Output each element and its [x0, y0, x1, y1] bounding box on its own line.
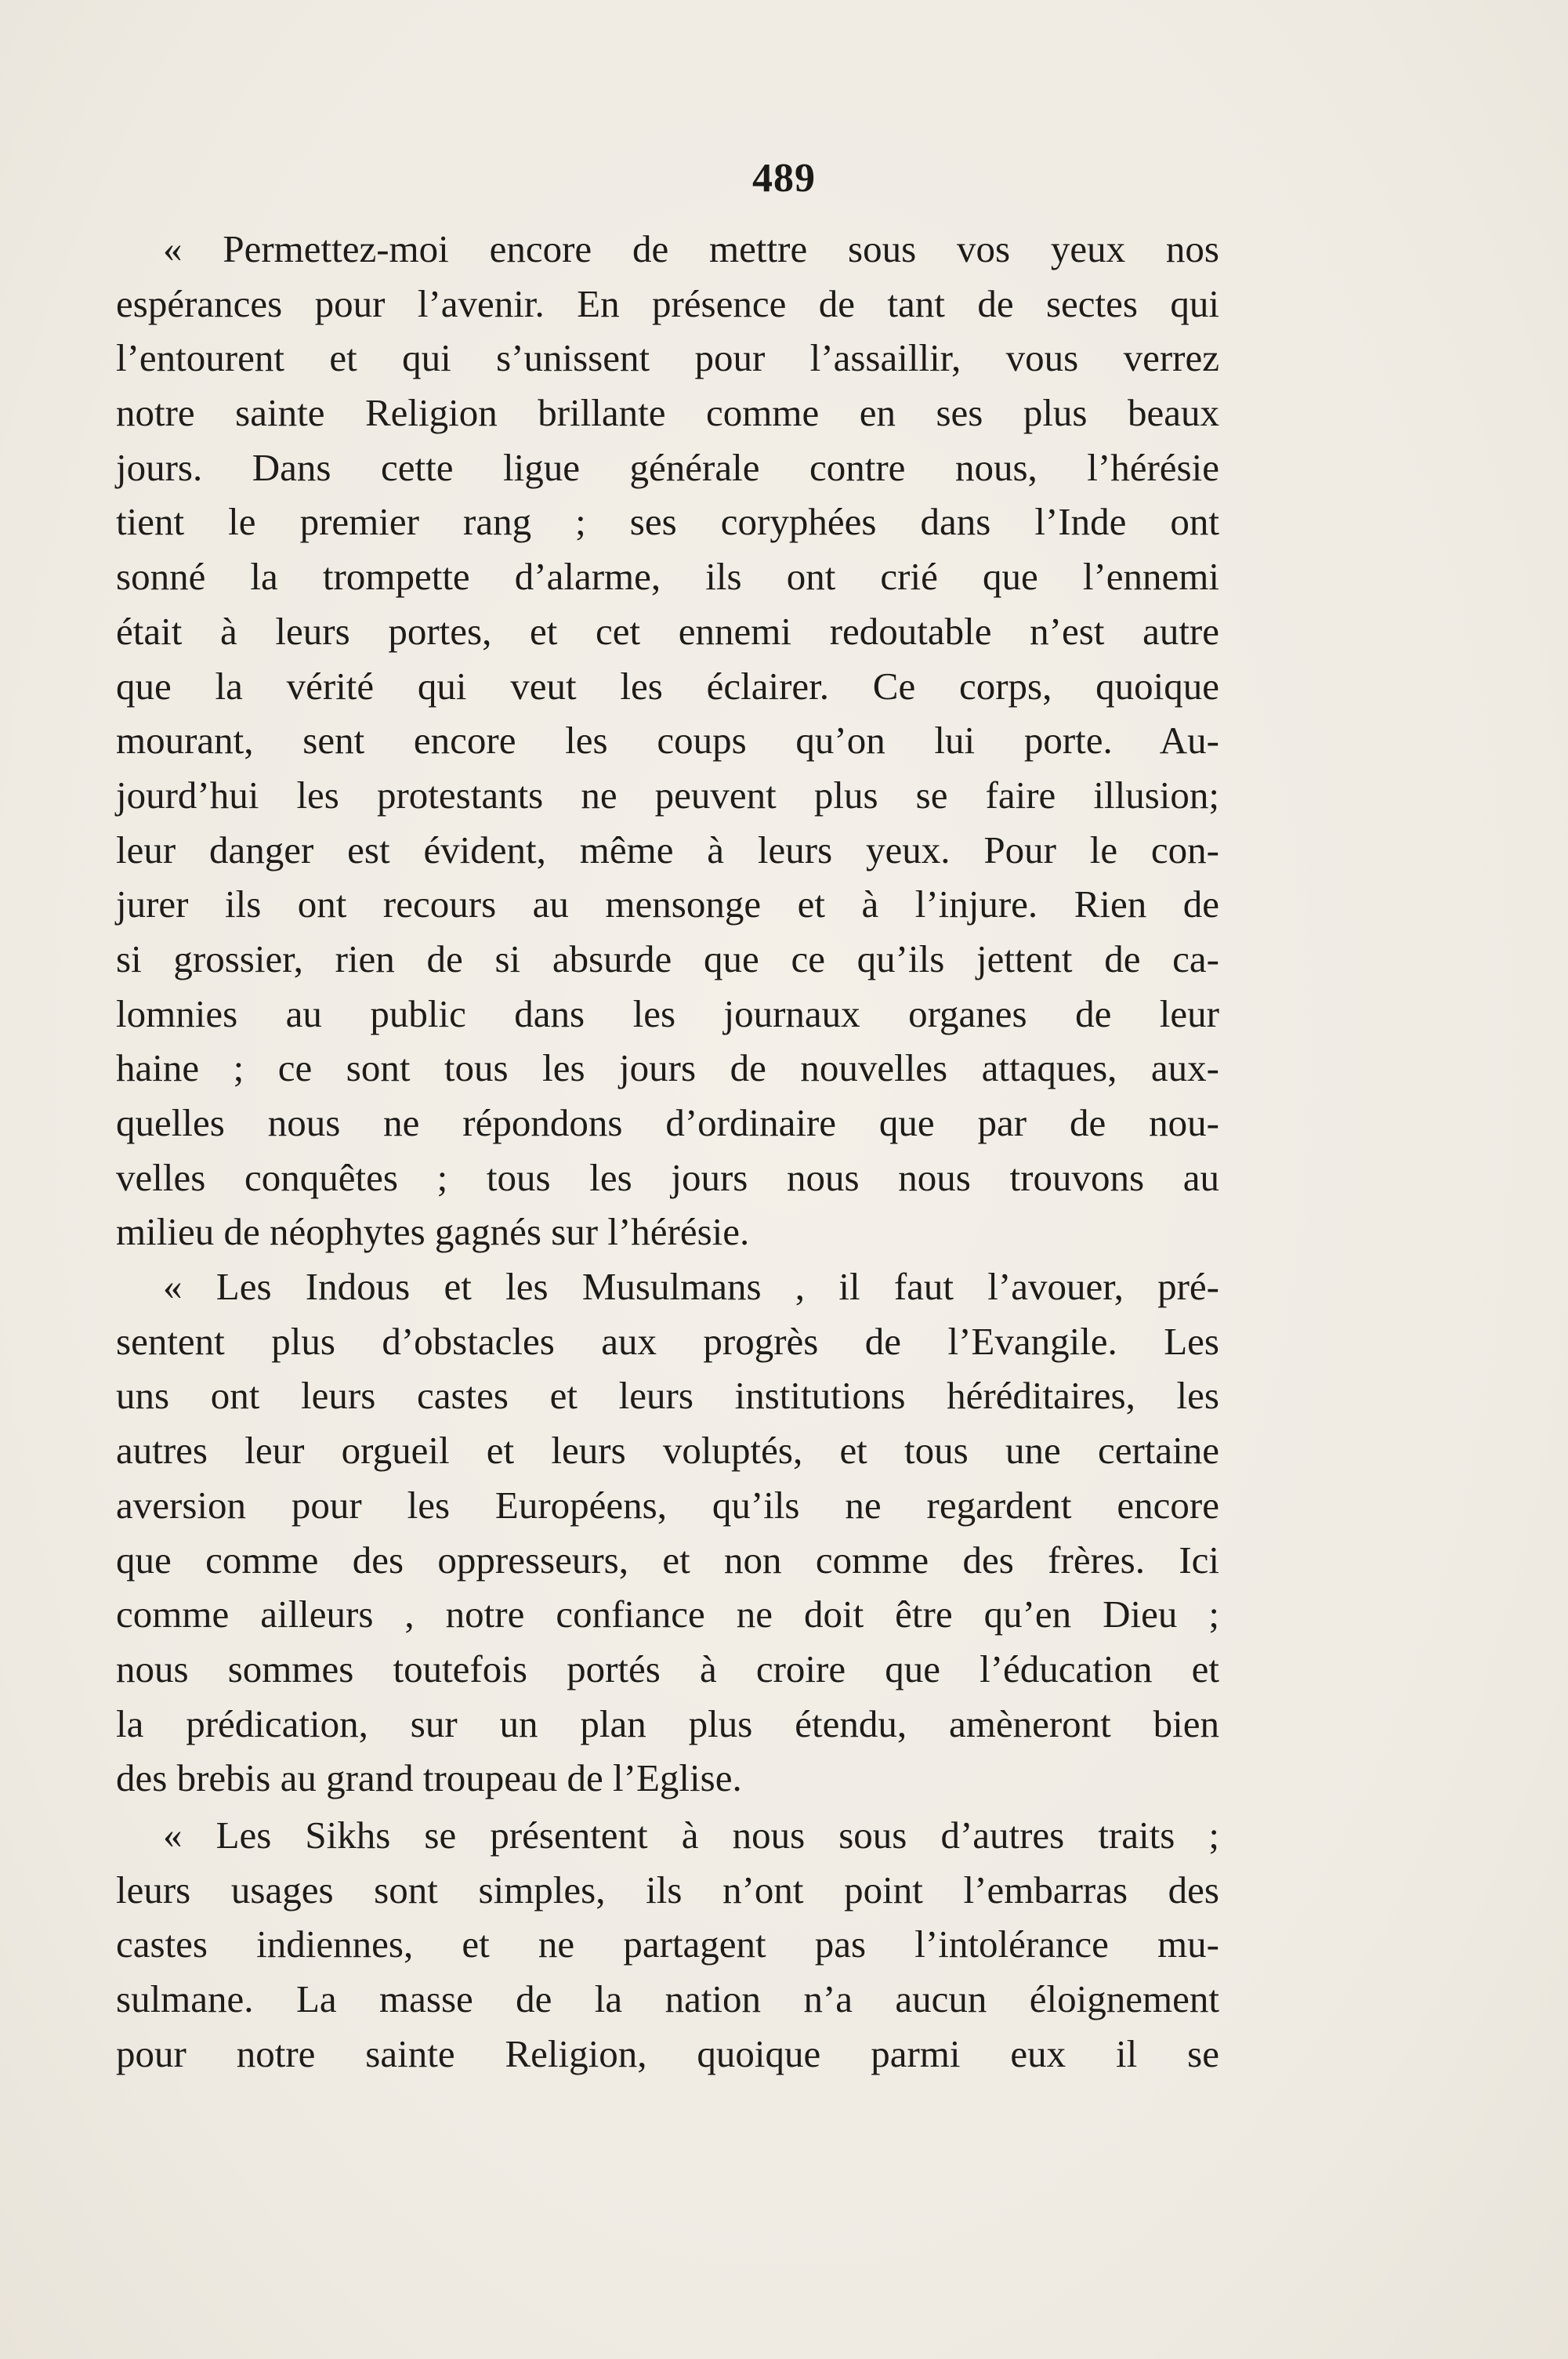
page-number: 489: [752, 156, 816, 201]
body-text: [116, 222, 1219, 2081]
paragraph-3: [116, 1808, 1219, 2081]
text-line: mourant, sent encore les coups qu’on lui porte. Au-: [116, 719, 1219, 763]
text-line: comme ailleurs , notre confiance ne doit être qu’en Dieu ;: [116, 1593, 1219, 1636]
text-line: jourd’hui les protestants ne peuvent plus se faire illusion;: [116, 773, 1219, 817]
text-line: leurs usages sont simples, ils n’ont point l’embarras des: [116, 1868, 1219, 1911]
text-line: la prédication, sur un plan plus étendu, amèneront bien: [116, 1701, 1219, 1745]
text-line: notre sainte Religion brillante comme en ses plus beaux: [116, 391, 1219, 435]
text-line: jours. Dans cette ligue générale contre nous, l’hérésie: [116, 445, 1219, 489]
text-line: sentent plus d’obstacles aux progrès de l’Evangile. Les: [116, 1319, 1219, 1363]
text-line: espérances pour l’avenir. En présence de tant de sectes qui: [116, 281, 1219, 325]
text-line: que la vérité qui veut les éclairer. Ce corps, quoique: [116, 664, 1219, 708]
text-line: castes indiennes, et ne partagent pas l’intolérance mu-: [116, 1922, 1219, 1966]
text-line: autres leur orgueil et leurs voluptés, et tous une certaine: [116, 1429, 1219, 1473]
paragraph-1: [116, 222, 1219, 1259]
text-line: uns ont leurs castes et leurs institutions héréditaires, les: [116, 1374, 1219, 1418]
text-line: jurer ils ont recours au mensonge et à l’injure. Rien de: [116, 882, 1219, 926]
paragraph-2: [116, 1259, 1219, 1806]
text-line: était à leurs portes, et cet ennemi redoutable n’est autre: [116, 609, 1219, 653]
text-line: leur danger est évident, même à leurs yeux. Pour le con-: [116, 828, 1219, 871]
text-line: milieu de néophytes gagnés sur l’hérésie.: [116, 1210, 750, 1254]
text-line: « Les Indous et les Musulmans , il faut l’avouer, pré-: [163, 1265, 1219, 1309]
text-line: que comme des oppresseurs, et non comme des frères. Ici: [116, 1538, 1219, 1582]
text-line: l’entourent et qui s’unissent pour l’assaillir, vous verrez: [116, 336, 1219, 380]
text-line: sonné la trompette d’alarme, ils ont crié que l’ennemi: [116, 555, 1219, 599]
text-line: lomnies au public dans les journaux organes de leur: [116, 991, 1219, 1035]
text-line: si grossier, rien de si absurde que ce qu’ils jettent de ca-: [116, 937, 1219, 980]
text-line: « Les Sikhs se présentent à nous sous d’autres traits ;: [163, 1813, 1219, 1857]
text-line: pour notre sainte Religion, quoique parmi eux il se: [116, 2031, 1219, 2075]
text-line: quelles nous ne répondons d’ordinaire que par de nou-: [116, 1101, 1219, 1144]
text-line: velles conquêtes ; tous les jours nous nous trouvons au: [116, 1155, 1219, 1199]
text-line: haine ; ce sont tous les jours de nouvelles attaques, aux-: [116, 1046, 1219, 1090]
text-line: nous sommes toutefois portés à croire que l’éducation et: [116, 1647, 1219, 1690]
text-line: aversion pour les Européens, qu’ils ne regardent encore: [116, 1483, 1219, 1527]
text-line: « Permettez-moi encore de mettre sous vos yeux nos: [163, 227, 1219, 270]
text-line: tient le premier rang ; ses coryphées dans l’Inde ont: [116, 500, 1219, 544]
text-line: sulmane. La masse de la nation n’a aucun éloignement: [116, 1977, 1219, 2020]
text-line: des brebis au grand troupeau de l’Eglise.: [116, 1756, 742, 1800]
